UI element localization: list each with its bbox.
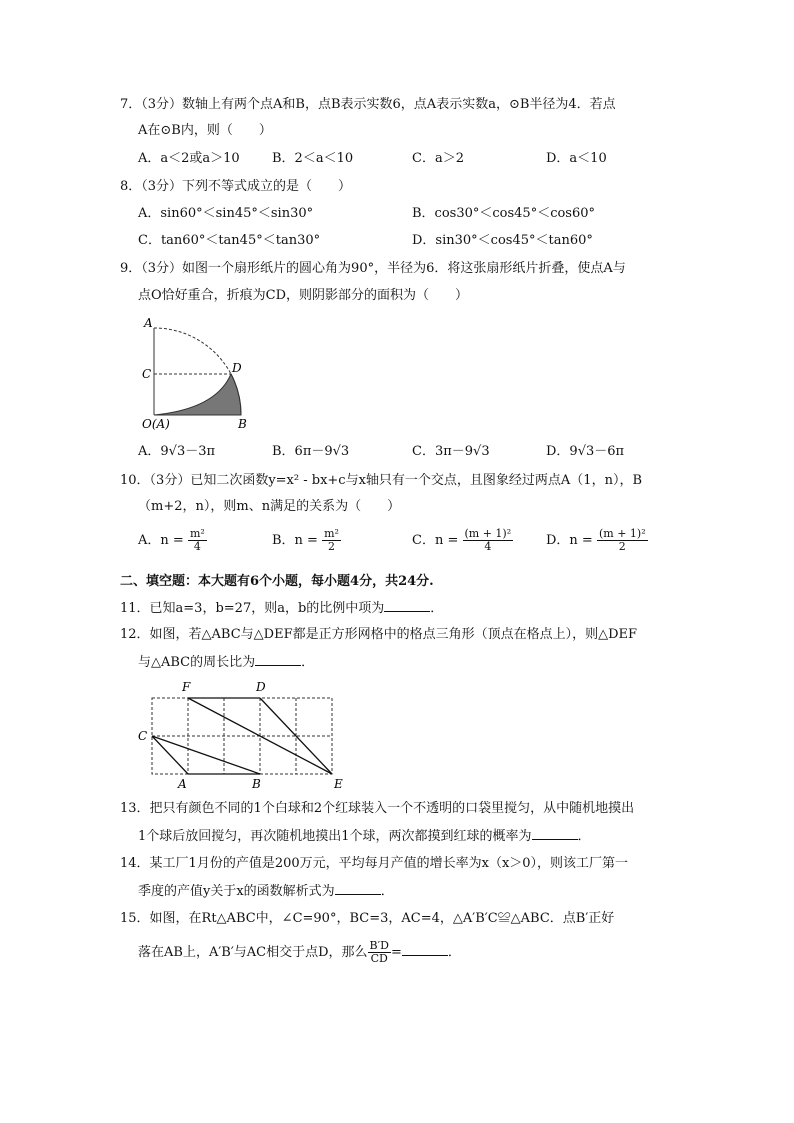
label-f: F xyxy=(182,680,191,694)
q10-option-d-label: D．n = xyxy=(546,533,593,548)
q10-option-a-label: A．n = xyxy=(138,533,184,548)
q14-end: ． xyxy=(380,884,394,899)
q9-option-c: C．3π－9√3 xyxy=(412,444,490,459)
q10-option-b-num: m² xyxy=(324,527,339,540)
q12-answer-blank[interactable] xyxy=(255,653,301,666)
q13-end: ． xyxy=(577,829,591,844)
q11-text: 11．已知a=3，b=27，则a，b的比例中项为 xyxy=(120,601,385,616)
q15-eq: = xyxy=(390,945,402,960)
q8-option-d: D．sin30°＜cos45°＜tan60° xyxy=(412,233,593,248)
label-c2: C xyxy=(138,729,148,743)
q14-line2 xyxy=(138,882,394,901)
q15-line2 xyxy=(138,940,461,965)
q7-option-b: B．2＜a＜10 xyxy=(272,151,354,166)
q10-option-c xyxy=(412,528,513,553)
grid-lines xyxy=(152,698,332,774)
q7-option-a: A．a＜2或a＞10 xyxy=(138,151,240,166)
q15-fraction xyxy=(368,940,391,965)
q15-line1: 15．如图，在Rt△ABC中，∠C=90°，BC=3，AC=4，△A′B′C≌△ABC．点B′正好 xyxy=(120,911,615,926)
q11-answer-blank[interactable] xyxy=(384,599,430,612)
q9-option-b: B．6π－9√3 xyxy=(272,444,350,459)
q13-answer-blank[interactable] xyxy=(532,827,578,840)
q7-line2: A在⊙B内，则（ ） xyxy=(138,123,272,138)
q8-option-a: A．sin60°＜sin45°＜sin30° xyxy=(138,206,314,221)
q13-text: 1个球后放回搅匀，再次随机地摸出1个球，两次都摸到红球的概率为 xyxy=(138,829,532,844)
q8-line1: 8．（3分）下列不等式成立的是（ ） xyxy=(120,179,352,194)
q10-option-d-fraction xyxy=(597,528,648,553)
q10-option-c-num: (m + 1)² xyxy=(464,527,512,540)
q9-option-d: D．9√3－6π xyxy=(546,444,625,459)
q12-line1: 12．如图，若△ABC与△DEF都是正方形网格中的格点三角形（顶点在格点上），则△DEF xyxy=(120,627,638,642)
q11-line xyxy=(120,599,443,618)
grid-figure xyxy=(136,676,350,794)
label-d: D xyxy=(232,361,242,375)
q10-option-a xyxy=(138,528,207,553)
q10-option-d-num: (m + 1)² xyxy=(598,527,646,540)
q10-option-a-fraction xyxy=(188,528,207,553)
q14-line1: 14．某工厂1月份的产值是200万元，平均每月产值的增长率为x（x＞0），则该工厂第一 xyxy=(120,856,629,871)
label-o: O(A) xyxy=(142,417,170,431)
q10-option-b-fraction xyxy=(322,528,341,553)
q7-option-d: D．a＜10 xyxy=(546,151,607,166)
q15-end: ． xyxy=(447,945,461,960)
sector-figure xyxy=(138,312,258,432)
q10-option-b-label: B．n = xyxy=(272,533,318,548)
q10-option-a-num: m² xyxy=(189,527,205,540)
q15-frac-num: B′D xyxy=(369,939,389,952)
label-d2: D xyxy=(256,680,266,694)
q7-option-c: C．a＞2 xyxy=(412,151,464,166)
sector-arc-upper xyxy=(154,328,231,374)
q12-text: 与△ABC的周长比为 xyxy=(138,655,256,670)
q15-text: 落在AB上，A′B′与AC相交于点D，那么 xyxy=(138,945,368,960)
shaded-region xyxy=(154,374,241,415)
label-b: B xyxy=(238,417,247,431)
q14-answer-blank[interactable] xyxy=(335,882,381,895)
q8-option-c: C．tan60°＜tan45°＜tan30° xyxy=(138,233,321,248)
q10-option-c-label: C．n = xyxy=(412,533,459,548)
q10-option-a-den: 4 xyxy=(193,540,201,553)
label-a2: A xyxy=(178,777,187,791)
q10-option-c-fraction xyxy=(463,528,514,553)
q10-option-c-den: 4 xyxy=(484,540,492,553)
label-b2: B xyxy=(252,777,261,791)
q9-option-a: A．9√3－3π xyxy=(138,444,216,459)
label-c: C xyxy=(142,367,152,381)
q13-line2 xyxy=(138,827,591,846)
q7-line1: 7．（3分）数轴上有两个点A和B，点B表示实数6，点A表示实数a，⊙B半径为4．若点 xyxy=(120,97,616,112)
q12-end: ． xyxy=(301,655,315,670)
q14-text: 季度的产值y关于x的函数解析式为 xyxy=(138,884,335,899)
q10-option-d xyxy=(546,528,648,553)
label-a: A xyxy=(144,316,153,330)
q10-line2: （m+2，n），则m、n满足的关系为（ ） xyxy=(138,499,401,514)
q9-line2: 点O恰好重合，折痕为CD，则阴影部分的面积为（ ） xyxy=(138,288,469,303)
q15-answer-blank[interactable] xyxy=(402,943,448,956)
q10-option-d-den: 2 xyxy=(618,540,626,553)
q12-line2 xyxy=(138,653,314,672)
q10-option-b-den: 2 xyxy=(328,540,336,553)
q10-option-b xyxy=(272,528,341,553)
q11-end: ． xyxy=(430,601,444,616)
q15-frac-den: CD xyxy=(370,952,388,965)
label-e2: E xyxy=(334,777,343,791)
q10-line1: 10．（3分）已知二次函数y=x² - bx+c与x轴只有一个交点，且图象经过两点A（1，n），B xyxy=(120,473,642,488)
q9-line1: 9．（3分）如图一个扇形纸片的圆心角为90°，半径为6．将这张扇形纸片折叠，使点A与 xyxy=(120,261,626,276)
q8-option-b: B．cos30°＜cos45°＜cos60° xyxy=(412,206,596,221)
section2-title: 二、填空题：本大题有6个小题，每小题4分，共24分. xyxy=(120,574,434,589)
q13-line1: 13．把只有颜色不同的1个白球和2个红球装入一个不透明的口袋里搅匀，从中随机地摸出 xyxy=(120,801,635,816)
